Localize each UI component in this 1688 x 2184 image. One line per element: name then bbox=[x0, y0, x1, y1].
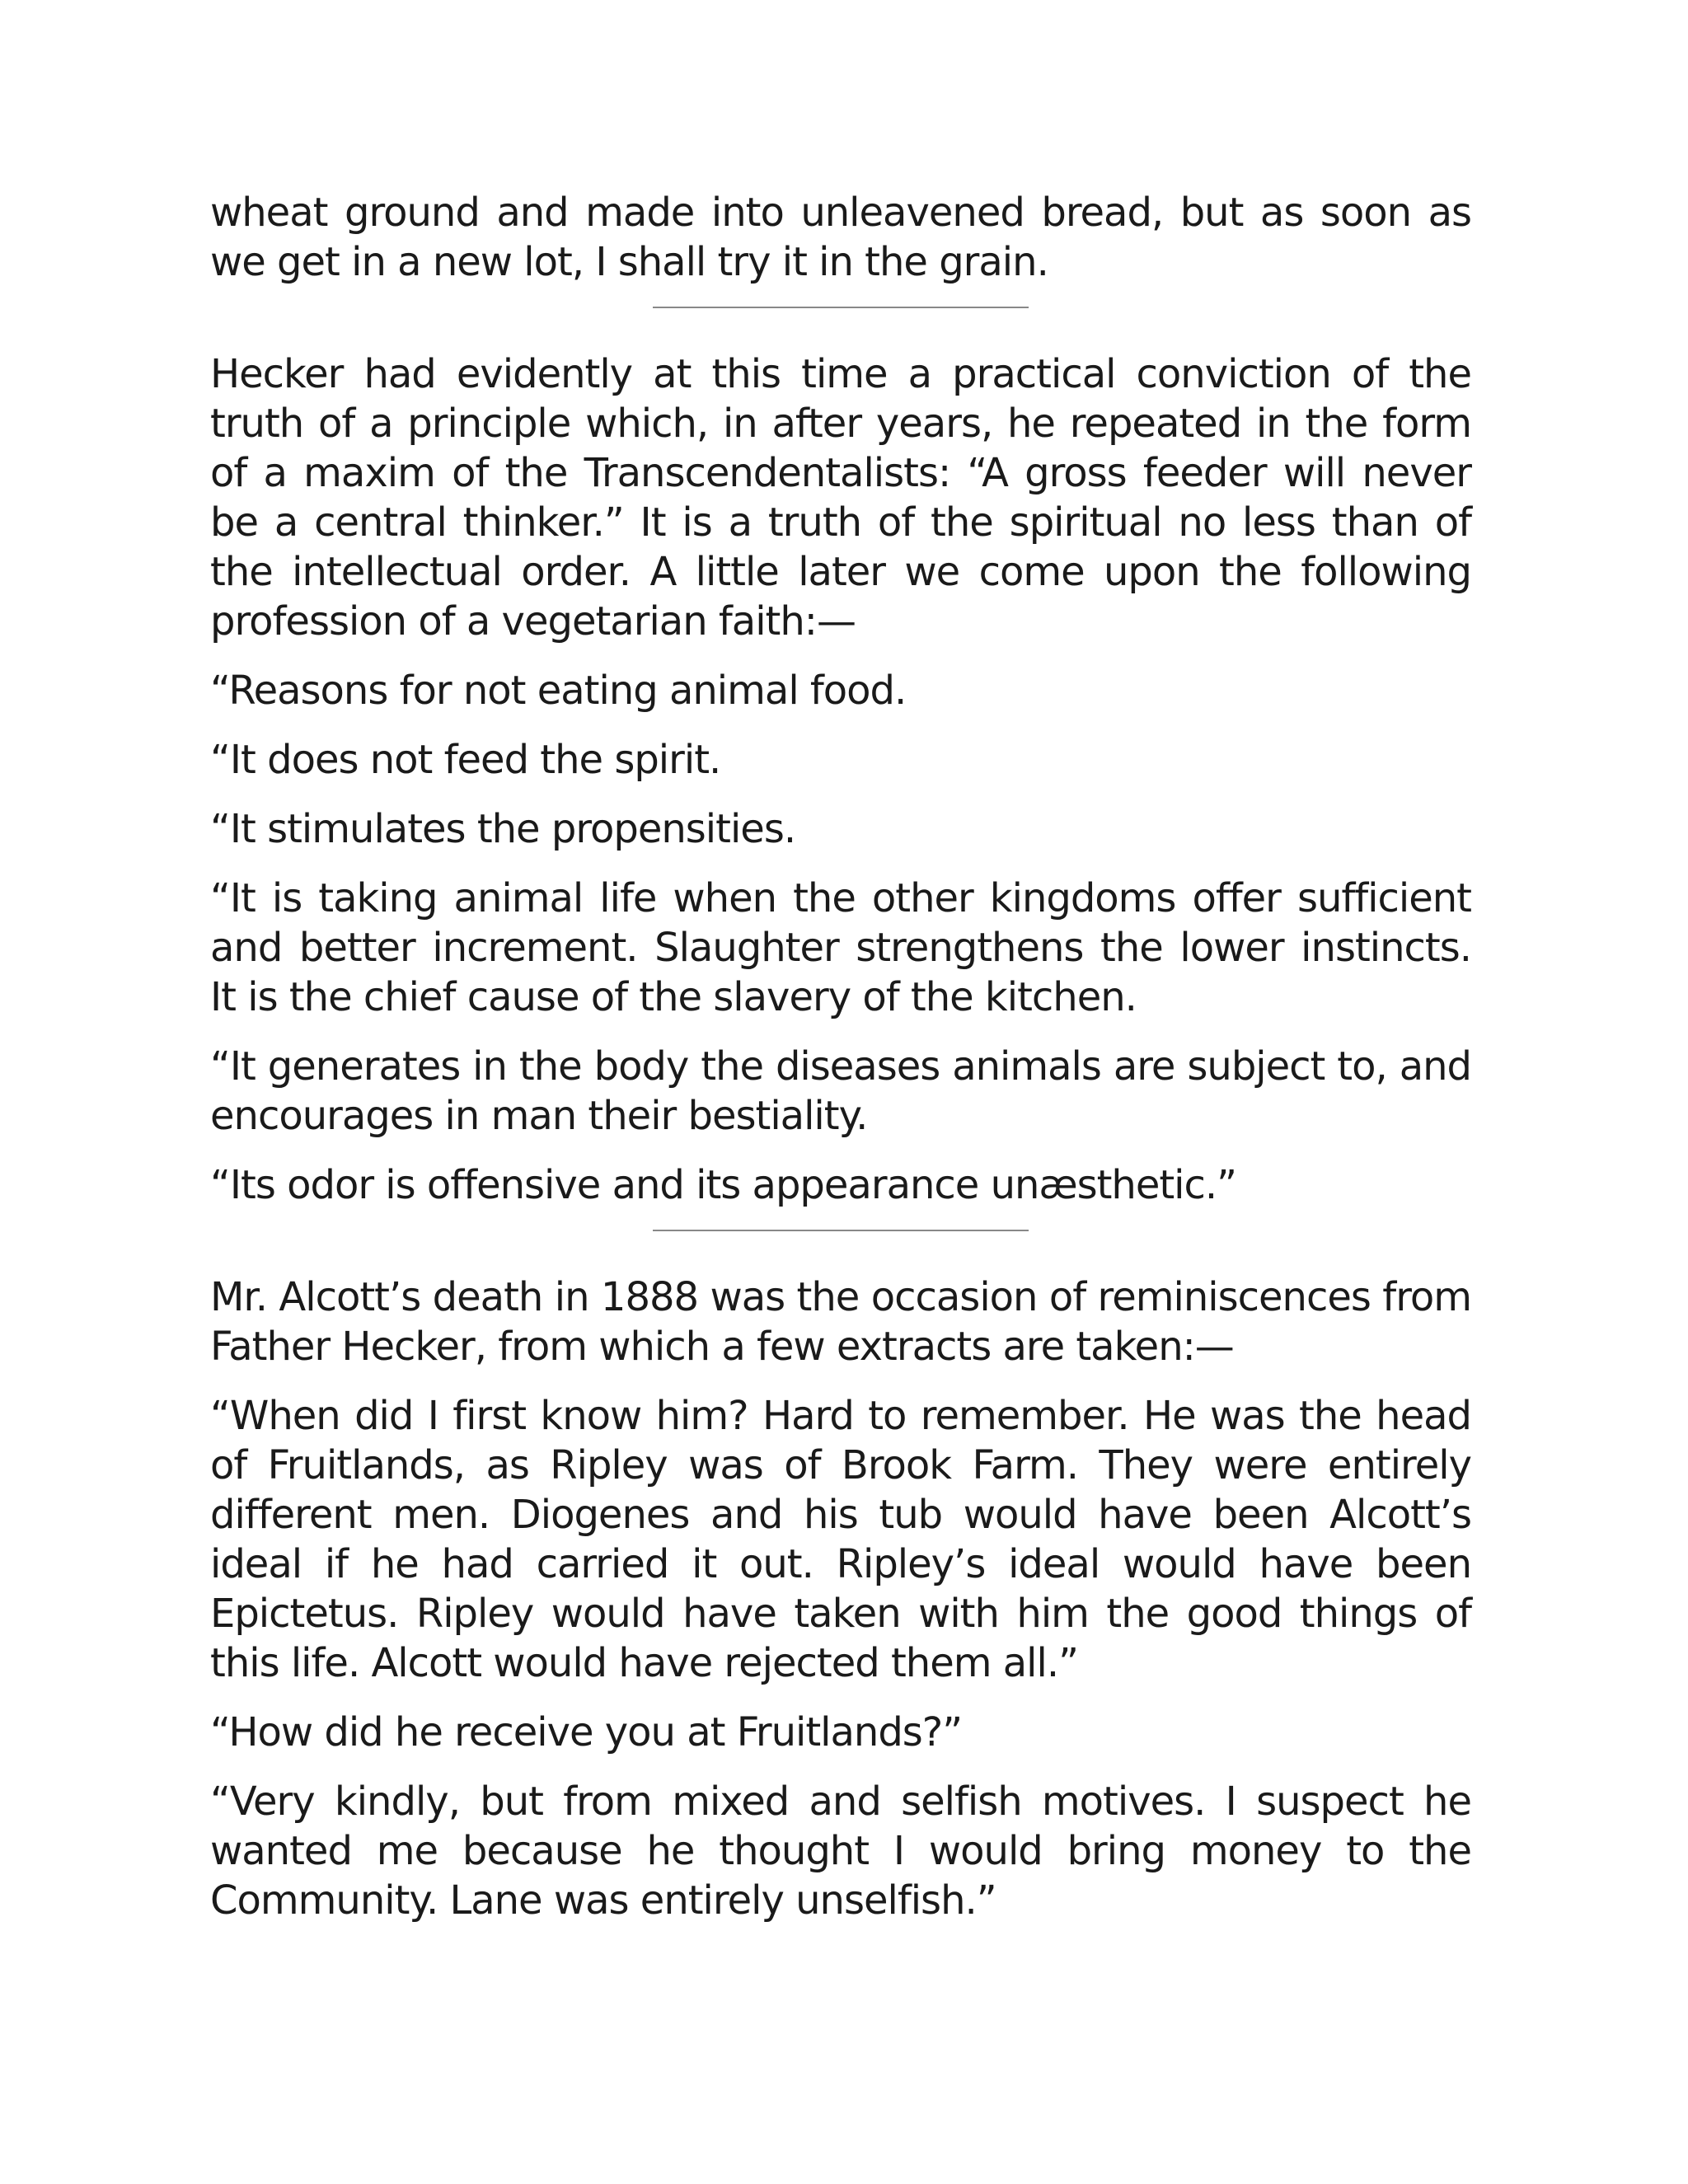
paragraph-reason-odor: “Its odor is offensive and its appearance unæsthetic.” bbox=[210, 1162, 1237, 1208]
paragraph-first-know: “When did I first know him? Hard to remember. He was the head of Fruitlands, as Ripley was of Brook Farm. They were entirely different men. Diogenes and his tub would have been Alcott’s ideal if he had carried it out. Ripley’s ideal would have been Epictetus. Ripley would have taken with him the good things of this life. Alcott would have rejected them all.” bbox=[210, 1393, 1471, 1686]
paragraph-reason-animal-life: “It is taking animal life when the other kingdoms offer sufficient and better increment. Slaughter strengthens the lower instincts. It is the chief cause of the slavery of the kitchen. bbox=[210, 875, 1471, 1020]
paragraph-reason-diseases: “It generates in the body the diseases animals are subject to, and encourages in man their bestiality. bbox=[210, 1043, 1471, 1139]
paragraph-how-receive: “How did he receive you at Fruitlands?” bbox=[210, 1709, 963, 1755]
paragraph-hecker-conviction: Hecker had evidently at this time a practical conviction of the truth of a principle which, in after years, he repeated in the form of a maxim of the Transcendentalists: “A gross feeder will never be a central thinker.” It is a truth of the spiritual no less than of the intellectual order. A little later we come upon the following profession of a vegetarian faith:— bbox=[210, 351, 1471, 644]
section-divider bbox=[653, 1230, 1029, 1231]
paragraph-reasons-heading: “Reasons for not eating animal food. bbox=[210, 668, 907, 714]
paragraph-alcott-death: Mr. Alcott’s death in 1888 was the occasion of reminiscences from Father Hecker, from which a few extracts are taken:— bbox=[210, 1274, 1471, 1370]
section-divider bbox=[653, 307, 1029, 308]
paragraph-very-kindly: “Very kindly, but from mixed and selfish motives. I suspect he wanted me because he thought I would bring money to the Community. Lane was entirely unselfish.” bbox=[210, 1779, 1471, 1924]
paragraph-reason-spirit: “It does not feed the spirit. bbox=[210, 737, 721, 783]
paragraph-reason-propensities: “It stimulates the propensities. bbox=[210, 806, 796, 852]
page-body bbox=[210, 188, 1471, 1945]
paragraph-wheat: wheat ground and made into unleavened bread, but as soon as we get in a new lot, I shall try it in the grain. bbox=[210, 190, 1471, 285]
